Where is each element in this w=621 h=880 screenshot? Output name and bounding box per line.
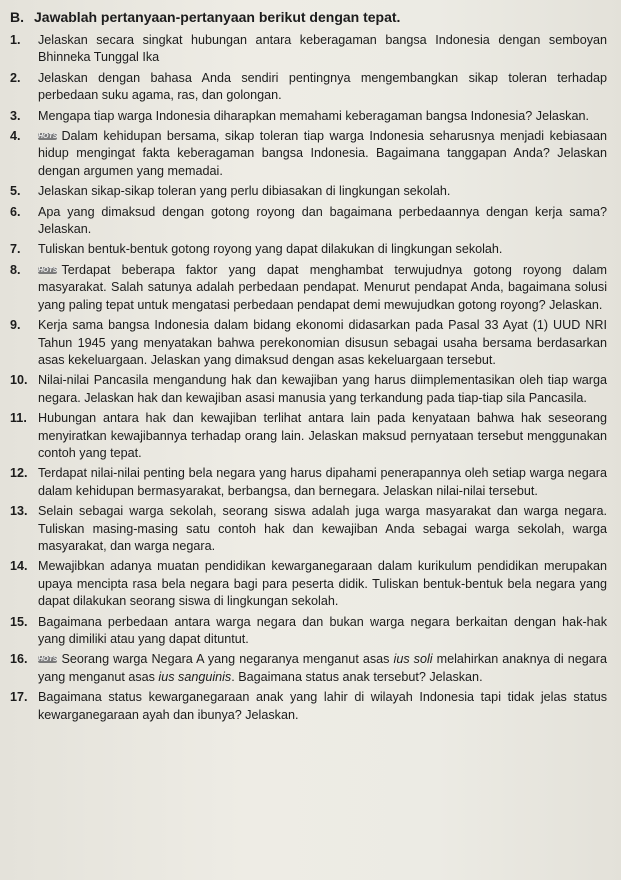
- question-text: Jelaskan secara singkat hubungan antara keberagaman bangsa Indonesia dengan semboyan Bhinneka Tunggal Ika: [38, 33, 607, 65]
- question-5: [10, 183, 607, 200]
- question-1: [10, 32, 607, 67]
- question-number: 15.: [10, 614, 28, 629]
- question-text: Apa yang dimaksud dengan gotong royong dan bagaimana perbedaannya dengan kerja sama? Jelaskan.: [38, 204, 607, 237]
- question-number: 13.: [10, 504, 28, 519]
- section-title: Jawablah pertanyaan-pertanyaan berikut dengan tepat.: [34, 9, 401, 25]
- question-16: [10, 651, 607, 686]
- question-text-part: Seorang warga Negara A yang negaranya menganut asas: [61, 652, 394, 667]
- question-17: [10, 689, 607, 724]
- question-term-italic: ius sanguinis: [158, 669, 232, 684]
- question-9: [10, 317, 607, 369]
- question-number: 9.: [10, 318, 21, 333]
- question-8: [10, 262, 607, 314]
- question-number: 16.: [10, 652, 28, 667]
- question-number: 3.: [10, 108, 21, 123]
- question-text: Terdapat beberapa faktor yang dapat menghambat terwujudnya gotong royong dalam masyarakat. Salah satunya adalah perbedaan pendapat. Menurut pendapat Anda, bagaimana solusi yang paling tepat untuk mengatasi perbedaan pendapat demi mewujudkan gotong royong? Jelaskan.: [38, 262, 607, 312]
- question-number: 11.: [10, 411, 27, 426]
- question-13: [10, 503, 607, 555]
- question-text-part: . Bagaimana status anak tersebut? Jelaskan.: [231, 669, 483, 684]
- question-text: Nilai-nilai Pancasila mengandung hak dan kewajiban yang harus diimplementasikan oleh tiap warga negara. Jelaskan hak dan kewajiban asasi manusia yang terkandung pada tiap-tiap sila Pancasila.: [38, 373, 607, 405]
- question-number: 6.: [10, 204, 21, 219]
- question-text: Kerja sama bangsa Indonesia dalam bidang ekonomi didasarkan pada Pasal 33 Ayat (1) UUD NRI Tahun 1945 yang menyatakan bahwa perekonomian disusun sebagai usaha bersama berdasarkan asas kekeluargaan. Jelaskan yang dimaksud dengan asas kekeluargaan tersebut.: [38, 318, 607, 367]
- question-text-part: melahirkan anaknya di negara yang menganut asas: [38, 652, 607, 684]
- section-letter: B.: [10, 9, 24, 25]
- question-text: Tuliskan bentuk-bentuk gotong royong yang dapat dilakukan di lingkungan sekolah.: [38, 242, 503, 257]
- question-number: 14.: [10, 559, 28, 574]
- question-text: Mengapa tiap warga Indonesia diharapkan memahami keberagaman bangsa Indonesia? Jelaskan.: [38, 108, 589, 123]
- question-2: [10, 70, 607, 105]
- question-4: [10, 128, 607, 180]
- hots-badge-icon: HOTS: [38, 266, 58, 274]
- question-text: Mewajibkan adanya muatan pendidikan kewarganegaraan dalam kurikulum pendidikan merupakan upaya mencipta rasa bela negara bagi para peserta didik. Tuliskan bentuk-bentuk bela negara yang dapat dilakukan seorang siswa di lingkungan sekolah.: [38, 559, 607, 609]
- question-text: Selain sebagai warga sekolah, seorang siswa adalah juga warga masyarakat dan warga negara. Tuliskan masing-masing satu contoh hak dan kewajiban Anda sebagai warga sekolah, warga masyarakat, dan warga negara.: [38, 504, 607, 553]
- question-number: 5.: [10, 184, 21, 199]
- question-number: 8.: [10, 262, 21, 277]
- question-3: [10, 108, 607, 125]
- question-12: [10, 465, 607, 500]
- question-number: 7.: [10, 242, 21, 257]
- question-number: 12.: [10, 466, 28, 481]
- question-14: [10, 558, 607, 610]
- question-text: Bagaimana perbedaan antara warga negara dan bukan warga negara berkaitan dengan hak-hak yang dimiliki atau yang dapat dituntut.: [38, 614, 607, 646]
- section-heading: [10, 8, 607, 26]
- question-number: 1.: [10, 33, 21, 47]
- question-text: Dalam kehidupan bersama, sikap toleran tiap warga Indonesia seharusnya menjadi kebiasaan hidup mengingat fakta keberagaman bangsa Indonesia. Bagaimana tanggapan Anda? Jelaskan dengan argumen yang memadai.: [38, 129, 607, 178]
- question-text: Terdapat nilai-nilai penting bela negara yang harus dipahami penerapannya oleh setiap warga negara dalam kehidupan bermasyarakat, berbangsa, dan bernegara. Jelaskan nilai-nilai tersebut.: [38, 466, 607, 498]
- question-6: [10, 204, 607, 239]
- question-text: Bagaimana status kewarganegaraan anak yang lahir di wilayah Indonesia tapi tidak jelas status kewarganegaraan ayah dan ibunya? Jelaskan.: [38, 690, 607, 722]
- question-number: 10.: [10, 373, 28, 388]
- hots-badge-icon: HOTS: [38, 132, 58, 140]
- question-text: Hubungan antara hak dan kewajiban terlihat antara lain pada kenyataan bahwa hak seseorang menyiratkan kewajibannya terhadap orang lain. Jelaskan maksud pernyataan tersebut menggunakan contoh yang tepat.: [38, 411, 607, 460]
- question-7: [10, 241, 607, 258]
- question-text: Jelaskan sikap-sikap toleran yang perlu dibiasakan di lingkungan sekolah.: [38, 184, 451, 199]
- hots-badge-icon: HOTS: [38, 656, 58, 664]
- question-number: 4.: [10, 129, 21, 144]
- question-11: [10, 410, 607, 462]
- question-text: Jelaskan dengan bahasa Anda sendiri pentingnya mengembangkan sikap toleran terhadap perbedaan suku agama, ras, dan golongan.: [38, 70, 607, 103]
- question-term-italic: ius soli: [393, 652, 433, 667]
- question-15: [10, 614, 607, 649]
- question-number: 2.: [10, 70, 21, 85]
- question-10: [10, 372, 607, 407]
- question-number: 17.: [10, 690, 28, 705]
